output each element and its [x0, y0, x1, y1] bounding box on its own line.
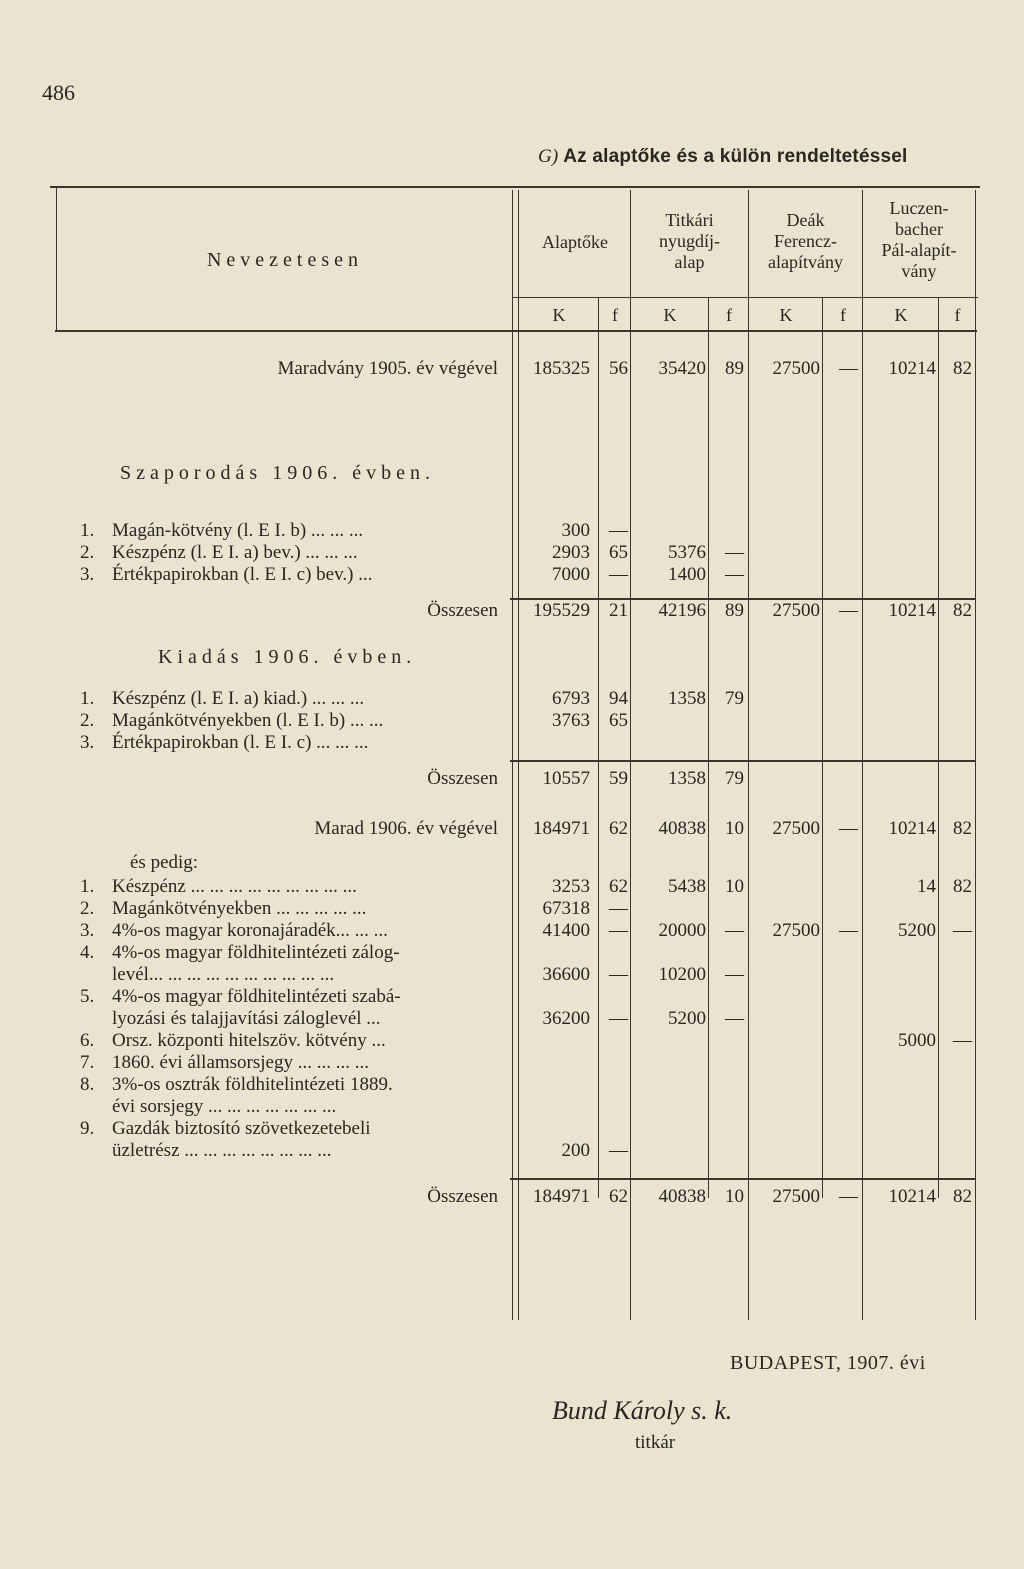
szaporodas-row-label: Értékpapirokban (l. E I. c) bev.) ... [112, 564, 373, 585]
reszlet-row-number: 8. [80, 1074, 95, 1095]
col-line [56, 188, 57, 331]
osszesen1-row-cell: — [839, 600, 858, 621]
szaporodas-row-label: Készpénz (l. E I. a) bev.) ... ... ... [112, 542, 358, 563]
k-label: K [894, 305, 908, 325]
reszlet-row-cell: 10 [725, 876, 744, 897]
table-top-rule [50, 186, 980, 188]
col-line [598, 298, 599, 1198]
szaporodas-row-cell: — [609, 520, 628, 541]
maradvany-row-cell: 35420 [658, 358, 706, 379]
reszlet-row-cell: 14 [917, 876, 936, 897]
f-label: f [840, 305, 846, 325]
reszlet-row-label: 4%-os magyar földhitelintézeti szabá- [112, 986, 401, 1007]
marad-row-cell: 40838 [658, 818, 706, 839]
k-label: K [779, 305, 793, 325]
reszlet-row-cell: 27500 [772, 920, 820, 941]
header-bottom-rule [55, 330, 977, 332]
szaporodas-row-cell: 1400 [668, 564, 706, 585]
kiadas-row-label: Készpénz (l. E I. a) kiad.) ... ... ... [112, 688, 365, 709]
reszlet-row-label: üzletrész ... ... ... ... ... ... ... ... [112, 1140, 332, 1161]
signature: Bund Károly s. k. [552, 1396, 733, 1425]
maradvany-row-cell: 89 [725, 358, 744, 379]
header-alaptoke: Alaptőke [542, 232, 608, 252]
header-luczenbacher [863, 198, 975, 282]
header-line: vány [901, 261, 937, 281]
szaporodas-row-label: Magán-kötvény (l. E I. b) ... ... ... [112, 520, 364, 541]
col-line [938, 298, 939, 1198]
kiadas-row-cell: 65 [609, 710, 628, 731]
reszlet-row-cell: 82 [953, 876, 972, 897]
reszlet-row-label: évi sorsjegy ... ... ... ... ... ... ... [112, 1096, 337, 1117]
header-line: Deák [786, 210, 825, 230]
osszesen3-row-label: Összesen [427, 1186, 498, 1207]
reszlet-row-cell: — [725, 1008, 744, 1029]
reszlet-row-cell: — [609, 920, 628, 941]
reszlet-row-cell: 5200 [668, 1008, 706, 1029]
reszlet-row-label: 3%-os osztrák földhitelintézeti 1889. [112, 1074, 393, 1095]
osszesen1-row-cell: 10214 [888, 600, 936, 621]
col-line [822, 298, 823, 1198]
szaporodas-title: Szaporodás 1906. évben. [120, 462, 435, 484]
header-line: Titkári [665, 210, 714, 230]
kiadas-row-number: 2. [80, 710, 95, 731]
role: titkár [635, 1432, 676, 1453]
header-line: alap [674, 252, 705, 272]
header-names: Nevezetesen [206, 249, 364, 271]
reszlet-row-number: 2. [80, 898, 95, 919]
marad-row-cell: 82 [953, 818, 972, 839]
reszlet-row-cell: — [609, 1140, 628, 1161]
reszlet-row-label: 4%-os magyar koronajáradék... ... ... [112, 920, 388, 941]
kiadas-row-cell: 1358 [668, 688, 706, 709]
reszlet-row-number: 7. [80, 1052, 95, 1073]
reszlet-row-cell: 5438 [668, 876, 706, 897]
osszesen3-row-cell: — [839, 1186, 858, 1207]
osszesen2-row-cell: 1358 [668, 768, 706, 789]
sum2-rule [510, 760, 975, 762]
reszlet-row-cell: — [953, 1030, 972, 1051]
osszesen3-row-cell: 62 [609, 1186, 628, 1207]
reszlet-row-label: Gazdák biztosító szövetkezetebeli [112, 1118, 371, 1139]
k-label: K [552, 305, 566, 325]
reszlet-row-cell: — [725, 920, 744, 941]
kiadas-row-cell: 3763 [552, 710, 590, 731]
es-pedig: és pedig: [130, 852, 199, 873]
szaporodas-row-cell: 2903 [552, 542, 590, 563]
reszlet-row-label: 4%-os magyar földhitelintézeti zálog- [112, 942, 400, 963]
kiadas-title: Kiadás 1906. évben. [158, 646, 417, 668]
szaporodas-row-cell: — [725, 542, 744, 563]
szaporodas-row-cell: — [725, 564, 744, 585]
sum3-rule [510, 1178, 975, 1180]
osszesen1-row-cell: 27500 [772, 600, 820, 621]
marad-row-label: Marad 1906. év végével [314, 818, 498, 839]
osszesen1-row-cell: 82 [953, 600, 972, 621]
szaporodas-row-number: 1. [80, 520, 95, 541]
col-line [708, 298, 709, 1198]
reszlet-row-label: 1860. évi államsorsjegy ... ... ... ... [112, 1052, 369, 1073]
reszlet-row-label: Orsz. központi hitelszöv. kötvény ... [112, 1030, 386, 1051]
reszlet-row-cell: 200 [561, 1140, 590, 1161]
col-line [512, 190, 513, 1320]
reszlet-row-cell: — [725, 964, 744, 985]
kf-rule [512, 297, 978, 298]
reszlet-row-label: Készpénz ... ... ... ... ... ... ... ... ... [112, 876, 357, 897]
reszlet-row-cell: — [609, 898, 628, 919]
maradvany-row-cell: 185325 [533, 358, 590, 379]
title-text: Az alaptőke és a külön rendeltetéssel [563, 146, 908, 167]
reszlet-row-cell: 62 [609, 876, 628, 897]
maradvany-row-cell: 10214 [888, 358, 936, 379]
osszesen3-row-cell: 184971 [533, 1186, 590, 1207]
reszlet-row-number: 9. [80, 1118, 95, 1139]
page-title [538, 146, 908, 168]
osszesen1-row-cell: 195529 [533, 600, 590, 621]
osszesen2-row-cell: 59 [609, 768, 628, 789]
col-line [748, 190, 749, 1320]
reszlet-row-label: lyozási és talajjavítási záloglevél ... [112, 1008, 381, 1029]
osszesen2-row-cell: 10557 [542, 768, 590, 789]
osszesen1-row-label: Összesen [427, 600, 498, 621]
col-line [862, 190, 863, 1320]
osszesen3-row-cell: 27500 [772, 1186, 820, 1207]
kiadas-row-cell: 79 [725, 688, 744, 709]
col-line [518, 190, 519, 1320]
osszesen2-row-label: Összesen [427, 768, 498, 789]
reszlet-row-number: 6. [80, 1030, 95, 1051]
osszesen3-row-cell: 40838 [658, 1186, 706, 1207]
reszlet-row-number: 5. [80, 986, 95, 1007]
osszesen2-row-cell: 79 [725, 768, 744, 789]
szaporodas-row-cell: 65 [609, 542, 628, 563]
reszlet-row-cell: 5200 [898, 920, 936, 941]
reszlet-row-number: 3. [80, 920, 95, 941]
header-line: Luczen- [889, 198, 949, 218]
title-prefix: G) [538, 146, 559, 167]
header-deak [749, 210, 862, 273]
reszlet-row-cell: 5000 [898, 1030, 936, 1051]
kiadas-row-label: Értékpapirokban (l. E I. c) ... ... ... [112, 732, 369, 753]
page-number: 486 [42, 80, 75, 105]
kiadas-row-cell: 6793 [552, 688, 590, 709]
szaporodas-row-cell: 300 [561, 520, 590, 541]
reszlet-row-cell: — [609, 964, 628, 985]
szaporodas-row-cell: 5376 [668, 542, 706, 563]
maradvany-row-cell: — [839, 358, 858, 379]
reszlet-row-cell: — [609, 1008, 628, 1029]
reszlet-row-cell: — [953, 920, 972, 941]
kiadas-row-number: 3. [80, 732, 95, 753]
kiadas-row-number: 1. [80, 688, 95, 709]
maradvany-row-cell: 56 [609, 358, 628, 379]
marad-row-cell: 184971 [533, 818, 590, 839]
col-line [630, 190, 631, 1320]
marad-row-cell: 10214 [888, 818, 936, 839]
kiadas-row-cell: 94 [609, 688, 628, 709]
osszesen3-row-cell: 10 [725, 1186, 744, 1207]
szaporodas-row-cell: 7000 [552, 564, 590, 585]
osszesen3-row-cell: 82 [953, 1186, 972, 1207]
f-label: f [612, 305, 618, 325]
maradvany-row-label: Maradvány 1905. év végével [277, 358, 498, 379]
szaporodas-row-cell: — [609, 564, 628, 585]
reszlet-row-number: 1. [80, 876, 95, 897]
header-titkari [632, 210, 747, 273]
f-label: f [954, 305, 961, 325]
header-line: bacher [895, 219, 943, 239]
k-label: K [663, 305, 677, 325]
reszlet-row-cell: 10200 [658, 964, 706, 985]
szaporodas-row-number: 3. [80, 564, 95, 585]
reszlet-row-cell: — [839, 920, 858, 941]
szaporodas-row-number: 2. [80, 542, 95, 563]
marad-row-cell: 62 [609, 818, 628, 839]
header-line: Pál-alapít- [881, 240, 957, 260]
maradvany-row-cell: 27500 [772, 358, 820, 379]
osszesen1-row-cell: 42196 [658, 600, 706, 621]
reszlet-row-label: levél... ... ... ... ... ... ... ... ... ... [112, 964, 335, 985]
osszesen1-row-cell: 21 [609, 600, 628, 621]
reszlet-row-cell: 41400 [542, 920, 590, 941]
header-line: nyugdíj- [659, 231, 720, 251]
col-line [975, 190, 976, 1320]
osszesen3-row-cell: 10214 [888, 1186, 936, 1207]
marad-row-cell: 10 [725, 818, 744, 839]
reszlet-row-label: Magánkötvényekben ... ... ... ... ... [112, 898, 367, 919]
reszlet-row-cell: 36200 [542, 1008, 590, 1029]
f-label: f [726, 305, 732, 325]
reszlet-row-cell: 67318 [542, 898, 590, 919]
maradvany-row-cell: 82 [953, 358, 972, 379]
reszlet-row-cell: 36600 [542, 964, 590, 985]
marad-row-cell: 27500 [772, 818, 820, 839]
reszlet-row-cell: 20000 [658, 920, 706, 941]
marad-row-cell: — [839, 818, 858, 839]
header-line: Ferencz- [774, 231, 837, 251]
header-line: alapítvány [768, 252, 843, 272]
kiadas-row-label: Magánkötvényekben (l. E I. b) ... ... [112, 710, 384, 731]
osszesen1-row-cell: 89 [725, 600, 744, 621]
reszlet-row-number: 4. [80, 942, 95, 963]
place-date: BUDAPEST, 1907. évi [730, 1352, 926, 1374]
reszlet-row-cell: 3253 [552, 876, 590, 897]
